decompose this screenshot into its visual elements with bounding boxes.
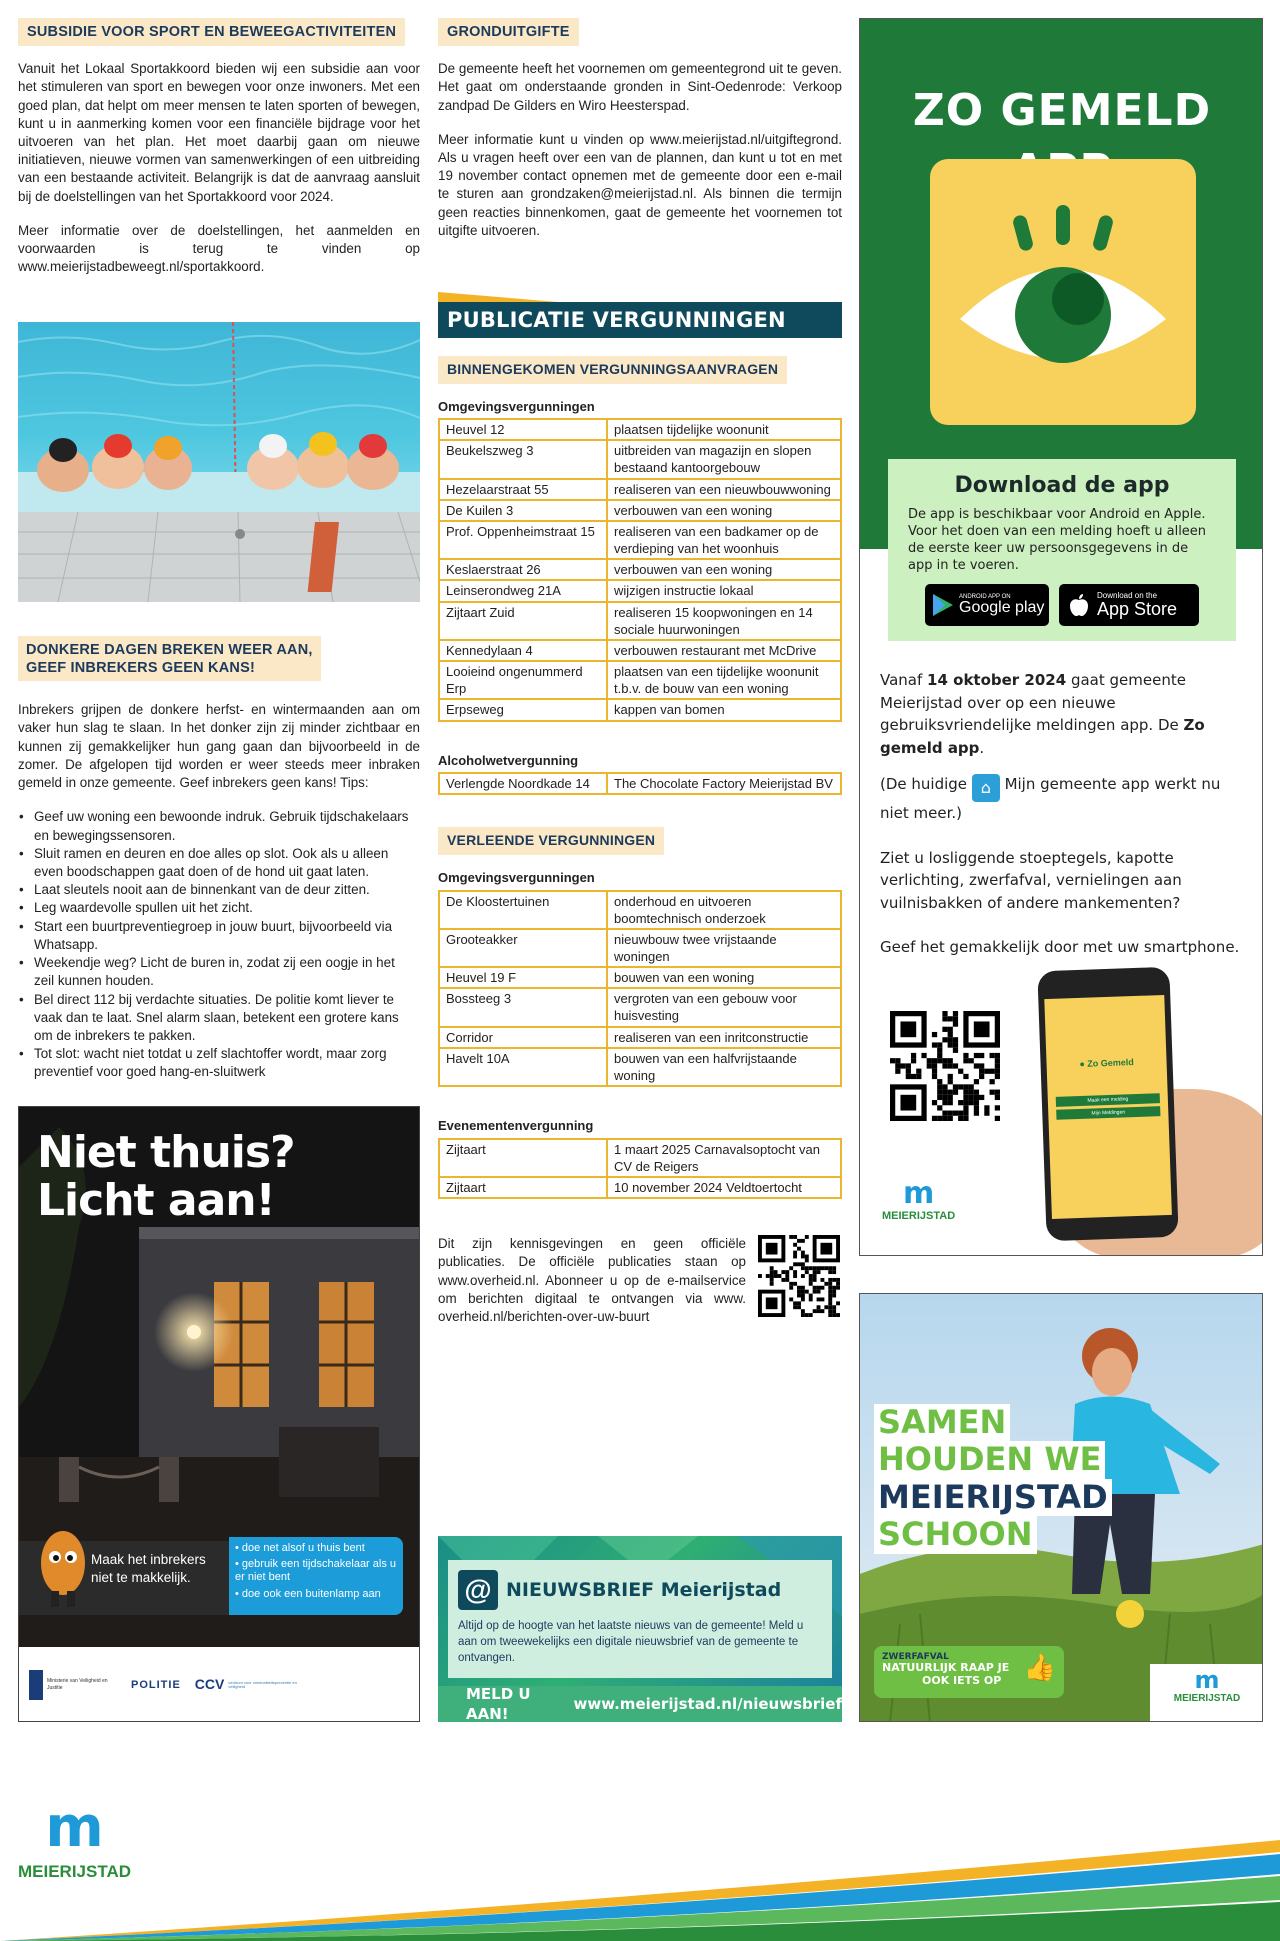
nieuwsbrief-banner[interactable] bbox=[438, 1536, 842, 1722]
sport-paragraph-2: Meer informatie over de doelstellingen, het aanmelden en voorwaarden is terug te vinden op www.meierijstadbeweegt.nl/sportakkoord. bbox=[18, 222, 420, 275]
table-row bbox=[439, 640, 841, 661]
table-cell-address: Verlengde Noordkade 14 bbox=[439, 773, 607, 794]
phone-illustration bbox=[1040, 969, 1263, 1256]
schoon-logo-box bbox=[1150, 1664, 1263, 1722]
table-cell-address: Leinserondweg 21A bbox=[439, 580, 607, 601]
nieuwsbrief-title: NIEUWSBRIEF Meierijstad bbox=[506, 1579, 782, 1601]
table-cell-address: Prof. Oppenheimstraat 15 bbox=[439, 521, 607, 559]
gronduitgifte-section bbox=[438, 18, 842, 240]
phone-button-melding[interactable]: Maak een melding bbox=[1056, 1093, 1160, 1107]
table-cell-address: Grooteakker bbox=[439, 929, 607, 967]
verleende-title: VERLEENDE VERGUNNINGEN bbox=[438, 827, 664, 855]
schoon-line-3: MEIERIJSTAD bbox=[874, 1479, 1112, 1516]
verleende-table bbox=[438, 890, 842, 1088]
inbrekers-title bbox=[18, 636, 321, 681]
publicatie-banner-title: PUBLICATIE VERGUNNINGEN bbox=[438, 302, 842, 338]
alcoholwet-table bbox=[438, 772, 842, 795]
table-cell-description: 10 november 2024 Veldtoertocht bbox=[607, 1177, 841, 1198]
table-row bbox=[439, 1027, 841, 1048]
qr-code-icon[interactable] bbox=[758, 1235, 840, 1317]
app-description-p2 bbox=[880, 773, 1250, 825]
nieuwsbrief-cta-bar bbox=[438, 1686, 842, 1722]
table-body bbox=[439, 1139, 841, 1198]
nieuwsbrief-text: Altijd op de hoogte van het laatste nieuws van de gemeente! Meld u aan om tweewekelijks een digitale nieuwsbrief van de gemeente te ontvangen. bbox=[458, 1620, 804, 1665]
ccv-logo bbox=[195, 1675, 299, 1694]
table-cell-address: Heuvel 19 F bbox=[439, 967, 607, 988]
list-item: • doe ook een buitenlamp aan bbox=[235, 1587, 381, 1600]
mascot-icon bbox=[37, 1523, 89, 1611]
table-cell-address: Kennedylaan 4 bbox=[439, 640, 607, 661]
table-row bbox=[439, 699, 841, 720]
table-cell-description: realiseren van een nieuwbouwwoning bbox=[607, 479, 841, 500]
app-store-small-text: Download on the bbox=[1097, 591, 1158, 601]
poster-logo-bar bbox=[19, 1647, 420, 1722]
nieuwsbrief-panel bbox=[448, 1560, 832, 1678]
zo-gemeld-app-ad bbox=[859, 18, 1263, 1256]
poster-tips-box bbox=[229, 1537, 403, 1615]
table-row bbox=[439, 559, 841, 580]
app-description-p3: Ziet u losliggende stoeptegels, kapotte verlichting, zwerfafval, vernielingen aan vuilnisbakken of andere mankementen? bbox=[880, 848, 1182, 912]
disclaimer-block bbox=[438, 1235, 842, 1326]
table-cell-address: Looieind ongenummerd Erp bbox=[439, 661, 607, 699]
poster-tagline-line-2: niet te makkelijk. bbox=[91, 1570, 191, 1586]
inbrekers-title-line-1: DONKERE DAGEN BREKEN WEER AAN, bbox=[26, 642, 313, 658]
table-row bbox=[439, 602, 841, 640]
poster-tip-panel bbox=[19, 1537, 420, 1619]
apple-icon bbox=[1069, 593, 1089, 617]
app-p1-mid: gaat gemeente Meierijstad over op een nieuwe gebruiksvriendelijke meldingen app. De bbox=[880, 671, 1186, 734]
table-cell-address: Bossteeg 3 bbox=[439, 988, 607, 1026]
evenementen-label: Evenementenvergunning bbox=[438, 1118, 594, 1134]
poster-tip-text: doe ook een buitenlamp aan bbox=[241, 1587, 381, 1600]
google-play-button[interactable] bbox=[925, 584, 1049, 626]
schoon-line-4: SCHOON bbox=[874, 1516, 1037, 1553]
app-p2-pre: (De huidige bbox=[880, 775, 972, 793]
table-row bbox=[439, 479, 841, 500]
poster-tagline-line-1: Maak het inbrekers bbox=[91, 1552, 206, 1567]
table-cell-description: 1 maart 2025 Carnavalsoptocht van CV de Reigers bbox=[607, 1139, 841, 1177]
footer-wave-stripes bbox=[0, 1840, 1280, 1941]
meierijstad-m-icon: m bbox=[902, 1176, 935, 1211]
meierijstad-m-icon: m bbox=[45, 1795, 104, 1860]
meierijstad-m-icon: m bbox=[1194, 1666, 1220, 1694]
table-row bbox=[439, 773, 841, 794]
poster-tip-text: doe net alsof u thuis bent bbox=[241, 1542, 365, 1554]
app-description bbox=[880, 669, 1250, 959]
app-p2-post: Mijn gemeente app werkt nu niet meer.) bbox=[880, 775, 1221, 822]
table-row bbox=[439, 1177, 841, 1198]
vergunningen-section bbox=[438, 356, 842, 1326]
omgevingsvergunningen-verleend-label: Omgevingsvergunningen bbox=[438, 869, 595, 885]
table-cell-address: De Kuilen 3 bbox=[439, 500, 607, 521]
table-cell-description: verbouwen van een woning bbox=[607, 500, 841, 521]
app-store-button[interactable] bbox=[1059, 584, 1199, 626]
table-row bbox=[439, 929, 841, 967]
table-row bbox=[439, 967, 841, 988]
phone-screen bbox=[1044, 995, 1172, 1219]
inbrekers-title-line-2: GEEF INBREKERS GEEN KANS! bbox=[26, 660, 255, 677]
table-cell-description: nieuwbouw twee vrijstaande woningen bbox=[607, 929, 841, 967]
app-p1-end: . bbox=[979, 738, 985, 757]
table-cell-address: De Kloostertuinen bbox=[439, 891, 607, 929]
phone-title-text: Zo Gemeld bbox=[1087, 1057, 1134, 1069]
list-item: • Tot slot: wacht niet totdat u zelf slachtoffer wordt, maar zorg preventief voor goed hang-en-sluitwerk bbox=[34, 1045, 414, 1081]
table-row bbox=[439, 891, 841, 929]
politie-logo: POLITIE bbox=[131, 1678, 181, 1691]
ccv-logo-text: CCV bbox=[194, 1676, 225, 1693]
schoon-logo-text: MEIERIJSTAD bbox=[1173, 1693, 1241, 1704]
list-item: • Geef uw woning een bewoonde indruk. Gebruik tijdschakelaars en bewegingssensoren. bbox=[34, 808, 414, 844]
ministry-logo bbox=[29, 1670, 117, 1700]
table-row bbox=[439, 440, 841, 478]
nieuwsbrief-cta[interactable]: MELD U AAN! bbox=[466, 1684, 531, 1722]
nieuwsbrief-url[interactable]: www.meierijstad.nl/nieuwsbrief bbox=[573, 1694, 842, 1713]
list-item: • Laat sleutels nooit aan de binnenkant van de deur zitten. bbox=[34, 881, 414, 899]
phone-app-title: ● Zo Gemeld bbox=[1079, 1057, 1134, 1069]
publicatie-banner bbox=[438, 292, 842, 340]
inbrekers-tips bbox=[18, 808, 414, 1081]
list-item: • Weekendje weg? Licht de buren in, zodat zij een oogje in het zeil kunnen houden. bbox=[34, 954, 414, 990]
app-title: ZO GEMELD bbox=[912, 85, 1212, 136]
download-text: De app is beschikbaar voor Android en Apple. Voor het doen van een melding hoeft u alleen de eerste keer uw persoonsgegevens in de app in te voeren. bbox=[908, 506, 1207, 573]
gronduitgifte-title: GRONDUITGIFTE bbox=[438, 18, 579, 46]
ccv-logo-subtext: centrum voor criminaliteitspreventie en veiligheid bbox=[228, 1679, 297, 1689]
app-p1-appname: Zo gemeld app bbox=[880, 716, 1205, 757]
sport-section bbox=[18, 18, 420, 277]
table-cell-description: verbouwen restaurant met McDrive bbox=[607, 640, 841, 661]
table-cell-address: Hezelaarstraat 55 bbox=[439, 479, 607, 500]
gronduitgifte-paragraph-2: Meer informatie kunt u vinden op www.meierijstad.nl/uitgiftegrond. Als u vragen heeft over een van de plannen, dan kunt u tot en met 19 november contact opnemen met de gemeente door een e-mail te sturen aan grondzaken@meierijstad.nl. Als binnen die termijn geen reacties binnenkomen, gaat de gemeente het voornemen tot uitgifte uitvoeren. bbox=[438, 131, 842, 238]
table-row bbox=[439, 580, 841, 601]
inbrekers-intro: Inbrekers grijpen de donkere herfst- en wintermaanden aan om vaker hun slag te slaan. In het donker zijn zij minder zichtbaar en kunnen zij gemakkelijker hun gang gaan dan bijvoorbeeld in de zomer. De afgelopen tijd worden er weer steeds meer inbraken gemeld in onze gemeente. Geef inbrekers geen kans! Tips: bbox=[18, 702, 420, 791]
ministry-logo-text: Ministerie van Veiligheid en Justitie bbox=[47, 1678, 108, 1691]
evenementen-table bbox=[438, 1138, 842, 1199]
table-cell-address: Havelt 10A bbox=[439, 1048, 607, 1086]
list-item: • Leg waardevolle spullen uit het zicht. bbox=[34, 899, 414, 917]
table-cell-description: uitbreiden van magazijn en slopen bestaand kantoorgebouw bbox=[607, 440, 841, 478]
meierijstad-logo bbox=[882, 1176, 956, 1224]
table-body bbox=[439, 891, 841, 1087]
table-cell-description: kappen van bomen bbox=[607, 699, 841, 720]
google-play-small-text: ANDROID APP ON bbox=[959, 594, 1011, 601]
table-row bbox=[439, 1048, 841, 1086]
table-body bbox=[439, 419, 841, 720]
table-cell-description: The Chocolate Factory Meierijstad BV bbox=[607, 773, 841, 794]
google-play-label bbox=[959, 594, 1044, 616]
table-cell-description: realiseren 15 koopwoningen en 14 sociale huurwoningen bbox=[607, 602, 841, 640]
sport-paragraph-1: Vanuit het Lokaal Sportakkoord bieden wij een subsidie aan voor het stimuleren van sport en bewegen voor onze inwoners. Met een goed plan, dat helpt om meer mensen te laten sporten of bewegen, kunt u in aanmerking komen voor een financiële bijdrage voor het uitvoeren van het plan. Het moet daarbij gaan om nieuwe initiatieven, nieuwe vormen van samenwerkingen of een uitbreiding van een bestaande activiteit. Belangrijk is dat de aanvraag aansluit bij de doelstellingen van het Sportakkoord voor 2024. bbox=[18, 61, 420, 204]
store-badges bbox=[908, 584, 1216, 626]
disclaimer-text: Dit zijn kennisgevingen en geen officiële publicaties. De officiële publicaties staan op www.overheid.nl. Abonneer u op de e-mailservice om berichten digitaal te ontvangen via www. overheid.nl/berichten-over-uw-buurt bbox=[438, 1236, 746, 1325]
table-cell-description: bouwen van een halfvrijstaande woning bbox=[607, 1048, 841, 1086]
app-p1-date: 14 oktober 2024 bbox=[927, 671, 1067, 689]
table-cell-description: wijzigen instructie lokaal bbox=[607, 580, 841, 601]
at-icon: @ bbox=[458, 1570, 498, 1610]
list-item: • gebruik een tijdschakelaar als u er niet bent bbox=[235, 1558, 397, 1584]
download-title: Download de app bbox=[954, 473, 1170, 498]
eye-icon bbox=[930, 159, 1196, 425]
app-description-p4: Geef het gemakkelijk door met uw smartphone. bbox=[880, 938, 1240, 956]
list-item: • Bel direct 112 bij verdachte situaties. De politie komt liever te vaak dan te laat. Snel alarm slaan, betekent een grotere kans om de inbrekers te pakken. bbox=[34, 991, 414, 1046]
table-cell-description: plaatsen van een tijdelijke woonunit t.b.v. de bouw van een woning bbox=[607, 661, 841, 699]
table-row bbox=[439, 521, 841, 559]
badge-line-1: ZWERFAFVAL bbox=[882, 1652, 949, 1662]
app-description-p1 bbox=[880, 669, 1250, 759]
badge-line-3: OOK IETS OP bbox=[922, 1673, 1002, 1687]
table-row bbox=[439, 419, 841, 440]
google-play-big-text: Google play bbox=[959, 599, 1045, 617]
table-row bbox=[439, 500, 841, 521]
table-cell-address: Zijtaart bbox=[439, 1177, 607, 1198]
inbrekers-section bbox=[18, 636, 420, 1082]
schoon-line-2: HOUDEN WE bbox=[874, 1441, 1105, 1478]
thumbs-up-icon: 👍 bbox=[1023, 1653, 1056, 1683]
table-cell-description: bouwen van een woning bbox=[607, 967, 841, 988]
schoon-headline bbox=[874, 1404, 1112, 1554]
omgevingsvergunningen-label: Omgevingsvergunningen bbox=[438, 398, 595, 414]
poster-headline-line-1: Niet thuis? bbox=[37, 1127, 295, 1178]
binnengekomen-title: BINNENGEKOMEN VERGUNNINGSAANVRAGEN bbox=[438, 356, 787, 384]
table-cell-description: vergroten van een gebouw voor huisvesting bbox=[607, 988, 841, 1026]
alcoholwet-label: Alcoholwetvergunning bbox=[438, 752, 579, 768]
table-cell-description: realiseren van een inritconstructie bbox=[607, 1027, 841, 1048]
download-panel bbox=[888, 459, 1236, 641]
poster-headline-line-2: Licht aan! bbox=[37, 1174, 275, 1226]
phone-body bbox=[1037, 967, 1178, 1241]
swimming-photo bbox=[18, 322, 420, 602]
gronduitgifte-paragraph-1: De gemeente heeft het voornemen om gemeentegrond uit te geven. Het gaat om onderstaande gronden in Sint-Oedenrode: Verkoop zandpad De Gilders en Wiro Heesterspad. bbox=[438, 61, 842, 113]
app-icon bbox=[930, 159, 1196, 425]
table-body bbox=[439, 773, 841, 794]
ministry-emblem-icon bbox=[29, 1670, 43, 1700]
footer-logo-text: MEIERIJSTAD bbox=[18, 1862, 132, 1881]
table-cell-address: Erpseweg bbox=[439, 699, 607, 720]
poster-tip-text: gebruik een tijdschakelaar als u er niet bent bbox=[235, 1558, 397, 1584]
phone-button-meldingen[interactable]: Mijn Meldingen bbox=[1056, 1106, 1160, 1120]
table-row bbox=[439, 661, 841, 699]
mijn-gemeente-icon: ⌂ bbox=[972, 774, 1000, 802]
omgevingsvergunningen-table bbox=[438, 418, 842, 721]
table-cell-address: Beukelszweg 3 bbox=[439, 440, 607, 478]
table-cell-address: Zijtaart Zuid bbox=[439, 602, 607, 640]
swimmers-illustration bbox=[18, 322, 420, 602]
schoon-line-1: SAMEN bbox=[874, 1404, 1010, 1441]
table-cell-description: onderhoud en uitvoeren boomtechnisch onderzoek bbox=[607, 891, 841, 929]
licht-aan-poster bbox=[18, 1106, 420, 1722]
table-cell-address: Heuvel 12 bbox=[439, 419, 607, 440]
samen-schoon-ad bbox=[859, 1293, 1263, 1722]
table-cell-address: Keslaerstraat 26 bbox=[439, 559, 607, 580]
table-cell-description: realiseren van een badkamer op de verdieping van het woonhuis bbox=[607, 521, 841, 559]
table-cell-description: plaatsen tijdelijke woonunit bbox=[607, 419, 841, 440]
app-store-label bbox=[1097, 592, 1177, 618]
badge-line-2: NATUURLIJK RAAP JE bbox=[882, 1661, 1010, 1675]
table-cell-address: Corridor bbox=[439, 1027, 607, 1048]
table-cell-address: Zijtaart bbox=[439, 1139, 607, 1177]
sport-title: SUBSIDIE VOOR SPORT EN BEWEEGACTIVITEITEN bbox=[18, 18, 405, 46]
list-item: • Sluit ramen en deuren en doe alles op slot. Ook als u alleen even boodschappen gaat doen of de hond uit gaat laten. bbox=[34, 845, 414, 881]
google-play-icon bbox=[933, 594, 953, 616]
list-item: • doe net alsof u thuis bent bbox=[235, 1542, 365, 1554]
app-p1-pre: Vanaf bbox=[880, 671, 928, 689]
poster-headline bbox=[37, 1129, 295, 1224]
zwerfafval-badge bbox=[874, 1646, 1064, 1698]
app-store-big-text: App Store bbox=[1097, 599, 1178, 620]
qr-code-icon[interactable] bbox=[890, 1011, 1000, 1121]
list-item: • Start een buurtpreventiegroep in jouw buurt, bijvoorbeeld via Whatsapp. bbox=[34, 918, 414, 954]
meierijstad-logo-text: MEIERIJSTAD bbox=[882, 1210, 956, 1222]
table-row bbox=[439, 988, 841, 1026]
table-row bbox=[439, 1139, 841, 1177]
table-cell-description: verbouwen van een woning bbox=[607, 559, 841, 580]
banner-accent-bar bbox=[438, 292, 558, 302]
